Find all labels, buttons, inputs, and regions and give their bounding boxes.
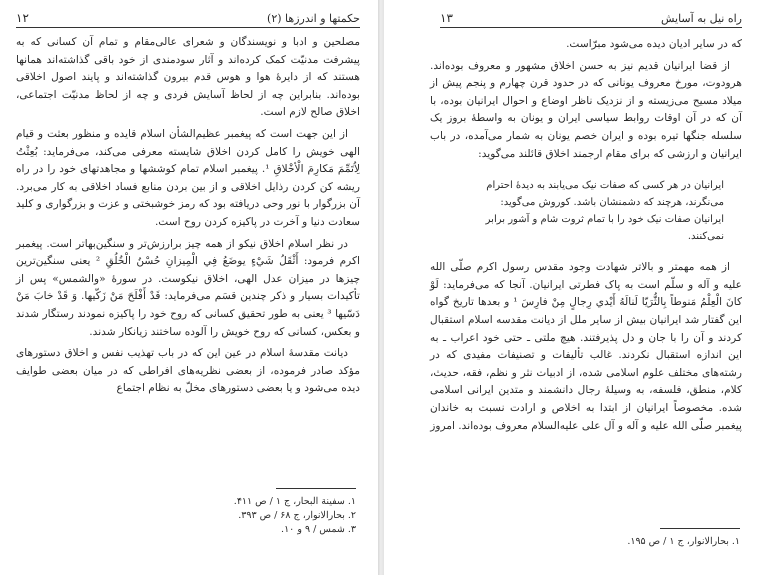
left-footnote-2: ٢. بحارالانوار، ج ۶٨ / ص ٣٩٣. [238,510,356,521]
quote-line: می‌نگرند، هرچند که دشمنشان باشد. کوروش می‌گوید: [500,197,724,209]
quote-line: نمی‌کنند. [687,231,724,243]
left-page-body [16,34,360,402]
footnote-divider [660,528,740,529]
right-paragraph-2: از قضا ایرانیان قدیم نیز به حسن اخلاق مشهور و معروف بوده‌اند. هرودوت، مورخ معروف یونانی که در حدود قرن چهارم و پنجم پیش از میلاد مسیح می‌زیسته و از نزدیک ناظر اوضاع و احوال ایرانیان بوده، با آن که در آن اوقات روابط سیاسی ایران و یونان به واسطهٔ بروز یک سلسله جنگها تیره بوده و ایران خصم یونان به شمار می‌آمده، در باب ایرانیان و ارزشی که برای مقام ارجمند اخلاق قائلند می‌گوید: [430,59,742,160]
right-paragraph-3: از همه مهمتر و بالاتر شهادت وجود مقدس رسول اکرم صلّی الله علیه و آله و سلّم است به پاک فطرتی ایرانیان. آنجا که می‌فرماید: لَوْ كانَ الْعِلْمُ مَنوطاً بِالثُّرَيّا لَنالَهُ أَيْدي رِجالٍ مِنْ فارِسَ ¹ و بعدها تاریخ گواه این گفتار شد ایرانیان بیش از سایر ملل از دیانت مقدسه اسلام استقبال کردند و آن را با جان و دل پذیرفتند. هیچ ملتی ـ حتی خود اعراب ـ به این اندازه استقبال نکردند. غالب تألیفات و تصنیفات مفیدی که در رشته‌های مختلف علوم اسلامی شده، از ادبیات نثر و نظم، فقه، حدیث، کلام، منطق، فلسفه، به وسیلهٔ رجال دانشمند و متدین ایرانی اسلامی شده. مخصوصاً ایرانیان از ابتدا به اخلاص و ارادت نسبت به خاندان پیغمبر صلّی الله علیه و آله و آل علی علیه‌السلام معروف بوده‌اند. امروز [430,261,743,432]
right-footnote-1: ١. بحارالانوار، ج ١ / ص ١٩۵. [627,536,740,547]
left-page-number: ١٢ [16,11,29,25]
left-footnote-1: ١. سفینة البحار، ج ١ / ص ۴١١. [233,496,356,507]
right-page-body [430,36,742,439]
left-footnotes [156,488,356,537]
right-page-number: ١٣ [440,11,453,25]
footnote-divider [276,488,356,489]
right-paragraph-1: که در سایر ادیان دیده می‌شود مبرّاست. [566,38,742,50]
left-footnote-3: ٣. شمس / ٩ و ١٠. [281,524,356,535]
right-page [384,0,768,575]
left-page [0,0,378,575]
left-running-title: حکمتها و اندرزها (٢) [267,12,360,25]
quote-line: ایرانیان در هر کسی که صفات نیک می‌یابند به دیدهٔ احترام [486,180,724,192]
quote-line: ایرانیان صفات نیک خود را با تمام ثروت شام و آشور برابر [485,214,724,226]
right-page-header [440,8,742,28]
left-page-header [16,8,360,28]
herodotus-quote [454,177,724,245]
left-paragraph-4: دیانت مقدسهٔ اسلام در عین این که در باب تهذیب نفس و اخلاق دستورهای مؤکد صادر فرموده، از بعضی نظریه‌های افراطی که در میان بعضی طوایف دیده می‌شود و یا بعضی دستورهای مخلّ به نظام اجتماع [16,347,360,395]
left-paragraph-1: مصلحین و ادبا و نویسندگان و شعرای عالی‌مقام و تمام آن کسانی که به پیشرفت مدنیّت کمک کرده‌اند و آثار سودمندی از خود باقی گذاشته‌اند همانها هستند که از دایرهٔ هوا و هوس قدم بیرون گذاشته‌اند و پایند اصول اخلاقی بوده‌اند. بنابراین چه از لحاظ آسایش فردی و چه از لحاظ مدنیّت اجتماعی، اخلاق صالح لازم است. [16,36,360,119]
right-running-title: راه نیل به آسایش [660,12,742,25]
left-paragraph-3: در نظر اسلام اخلاق نیکو از همه چیز برارزش‌تر و سنگین‌بهاتر است. پیغمبر اکرم فرمود: أَثْقَلُ شَيْءٍ يوضَعُ فِي الْمِيزانِ حُسْنُ الْخُلُقِ ² یعنی سنگین‌ترین چیزها در میزان عدل الهی، اخلاق نیکوست. در سورهٔ «والشمس» پس از تأکیدات بسیار و ذکر چندین قسَم می‌فرماید: قَدْ أَفْلَحَ مَنْ زَكّيها. وَ قَدْ خابَ مَنْ دَسّيها ³ یعنی به طور تحقیق کسانی که روح خود را پاکیزه نمودند رستگار شدند و بعکس، کسانی که روح خویش را آلوده ساختند زیانکار شدند. [16,237,360,338]
right-footnotes [520,528,740,549]
left-paragraph-2: از این جهت است که پیغمبر عظیم‌الشأن اسلام قایده و منظور بعثت و قیام الهی خویش را کامل کردن اخلاق شایسته معرفی می‌کند، می‌فرماید: بُعِثْتُ لِاُتَمِّمَ مَكارِمَ الْأخْلاقِ ¹. پیغمبر اسلام تمام کوششها و مجاهدتهای خود را در راه ریشه کن کردن رذایل اخلاقی و از بین بردن منابع فساد اخلاقی به کار می‌برد. آن بزرگوار با نور وحی دریافته بود که رمز خوشبختی و عزت و بزرگواری و کلید سعادت دنیا و آخرت در پاکیزه کردن روح است. [16,127,360,228]
